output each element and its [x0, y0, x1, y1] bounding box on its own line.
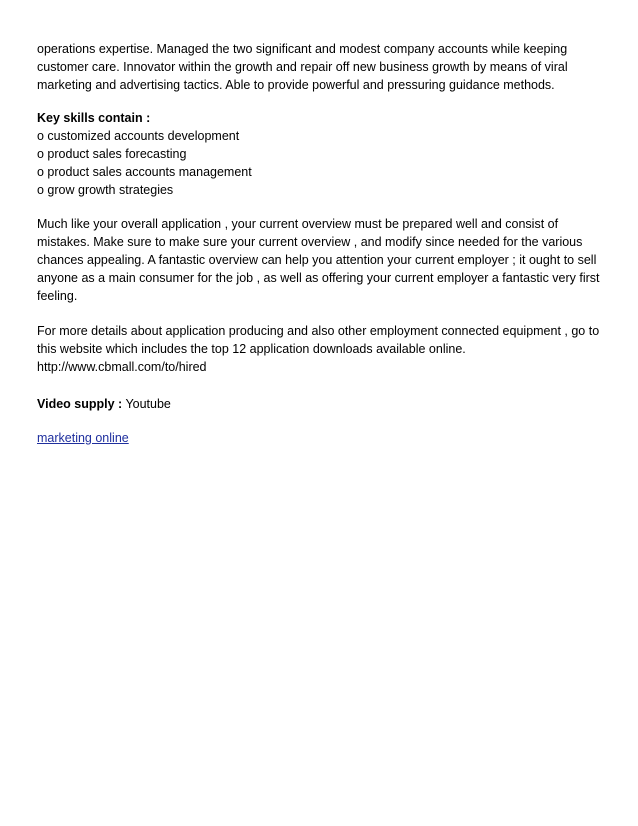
details-section: [37, 323, 605, 376]
skill-item: o product sales accounts management: [37, 164, 252, 179]
details-paragraph: For more details about application producing and also other employment connected equipment , go to this website which includes the top 12 application downloads available online.: [37, 324, 600, 357]
skills-section: [37, 110, 605, 199]
skills-heading: Key skills contain :: [37, 111, 151, 126]
marketing-online-link[interactable]: marketing online: [37, 430, 129, 445]
overview-paragraph: Much like your overall application , your current overview must be prepared well and consist of mistakes. Make sure to make sure your current overview , and modify since needed for the various chances appealing. A fantastic overview can help you attention your current employer ; it ought to sell anyone as a main consumer for the job , as well as offering your current employer a fantastic very first feeling.: [37, 217, 600, 303]
details-url: http://www.cbmall.com/to/hired: [37, 359, 207, 374]
footer-link-line: [37, 430, 605, 448]
skill-item: o customized accounts development: [37, 129, 240, 144]
video-value: Youtube: [125, 396, 171, 411]
intro-paragraph: operations expertise. Managed the two significant and modest company accounts while keeping customer care. Innovator within the growth and repair off new business growth by means of viral marketing and advertising tactics. Able to provide powerful and pressuring guidance methods.: [37, 42, 568, 92]
skill-item: o product sales forecasting: [37, 146, 187, 161]
video-label: Video supply :: [37, 396, 123, 411]
skill-item: o grow growth strategies: [37, 182, 174, 197]
document-page: [37, 41, 605, 447]
video-line: [37, 396, 605, 414]
